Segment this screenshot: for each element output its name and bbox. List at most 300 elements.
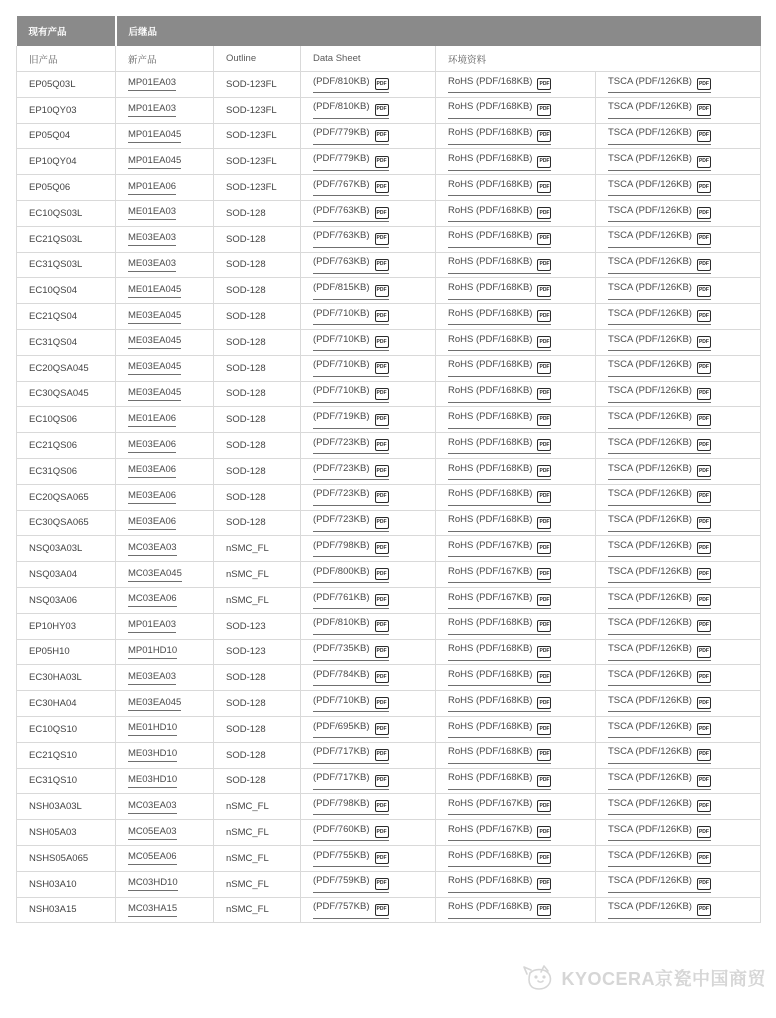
- new-product-cell: [116, 304, 214, 330]
- tsca-cell: [596, 458, 761, 484]
- datasheet-pdf-link[interactable]: [313, 308, 389, 326]
- rohs-pdf-link[interactable]: [448, 824, 551, 842]
- pdf-icon: PDF: [375, 568, 389, 580]
- rohs-cell: [436, 72, 596, 98]
- datasheet-pdf-link[interactable]: [313, 205, 389, 223]
- old-product-cell: [17, 845, 116, 871]
- new-product-cell: [116, 613, 214, 639]
- old-product-label: EC30QSA045: [29, 388, 89, 400]
- rohs-link-label: RoHS (PDF/168KB): [448, 230, 533, 242]
- new-product-link[interactable]: [128, 361, 181, 375]
- new-product-link[interactable]: [128, 129, 181, 143]
- new-product-link[interactable]: [128, 542, 177, 556]
- datasheet-pdf-link[interactable]: [313, 669, 389, 687]
- new-product-label: ME03EA045: [128, 386, 182, 398]
- tsca-pdf-link[interactable]: [608, 643, 711, 661]
- new-product-label: MC03HD10: [128, 877, 178, 889]
- new-product-link[interactable]: [128, 568, 182, 582]
- datasheet-pdf-link[interactable]: [313, 153, 389, 171]
- datasheet-link-label: (PDF/710KB): [313, 385, 370, 397]
- new-product-link[interactable]: [128, 645, 177, 659]
- new-product-link[interactable]: [128, 697, 181, 711]
- pdf-icon: PDF: [375, 207, 389, 219]
- datasheet-link-label: (PDF/779KB): [313, 153, 370, 165]
- datasheet-pdf-link[interactable]: [313, 385, 389, 403]
- rohs-pdf-link[interactable]: [448, 179, 551, 197]
- table-row: [17, 587, 761, 613]
- datasheet-pdf-link[interactable]: [313, 850, 389, 868]
- tsca-pdf-link[interactable]: [608, 798, 711, 816]
- pdf-icon: PDF: [537, 233, 551, 245]
- new-product-link[interactable]: [128, 826, 177, 840]
- tsca-cell: [596, 252, 761, 278]
- tsca-link-label: TSCA (PDF/126KB): [608, 436, 692, 448]
- rohs-link-label: RoHS (PDF/168KB): [448, 75, 533, 87]
- tsca-pdf-link[interactable]: [608, 334, 711, 352]
- tsca-pdf-link[interactable]: [608, 411, 711, 429]
- rohs-cell: [436, 510, 596, 536]
- new-product-cell: [116, 897, 214, 923]
- rohs-pdf-link[interactable]: [448, 308, 551, 326]
- datasheet-link-label: (PDF/695KB): [313, 720, 370, 732]
- rohs-pdf-link[interactable]: [448, 721, 551, 739]
- rohs-pdf-link[interactable]: [448, 385, 551, 403]
- rohs-pdf-link[interactable]: [448, 746, 551, 764]
- new-product-cell: [116, 639, 214, 665]
- datasheet-pdf-link[interactable]: [313, 540, 389, 558]
- datasheet-link-label: (PDF/810KB): [313, 101, 370, 113]
- outline-label: SOD-128: [226, 723, 266, 735]
- new-product-label: MC03EA06: [128, 593, 177, 605]
- datasheet-link-label: (PDF/815KB): [313, 282, 370, 294]
- rohs-link-label: RoHS (PDF/168KB): [448, 849, 533, 861]
- datasheet-pdf-link[interactable]: [313, 334, 389, 352]
- rohs-cell: [436, 845, 596, 871]
- tsca-pdf-link[interactable]: [608, 127, 711, 145]
- new-product-link[interactable]: [128, 903, 177, 917]
- datasheet-pdf-link[interactable]: [313, 901, 389, 919]
- pdf-icon: PDF: [375, 852, 389, 864]
- rohs-pdf-link[interactable]: [448, 643, 551, 661]
- old-product-label: NSH03A10: [29, 878, 77, 890]
- tsca-pdf-link[interactable]: [608, 617, 711, 635]
- datasheet-cell: [301, 845, 436, 871]
- old-product-cell: [17, 149, 116, 175]
- rohs-pdf-link[interactable]: [448, 695, 551, 713]
- rohs-pdf-link[interactable]: [448, 617, 551, 635]
- new-product-link[interactable]: [128, 310, 181, 324]
- rohs-cell: [436, 200, 596, 226]
- rohs-pdf-link[interactable]: [448, 205, 551, 223]
- new-product-link[interactable]: [128, 593, 177, 607]
- tsca-link-label: TSCA (PDF/126KB): [608, 256, 692, 268]
- tsca-pdf-link[interactable]: [608, 437, 711, 455]
- outline-cell: [214, 871, 301, 897]
- tsca-pdf-link[interactable]: [608, 179, 711, 197]
- datasheet-pdf-link[interactable]: [313, 875, 389, 893]
- new-product-label: MP01EA03: [128, 619, 177, 631]
- tsca-pdf-link[interactable]: [608, 592, 711, 610]
- new-product-link[interactable]: [128, 258, 176, 272]
- datasheet-cell: [301, 794, 436, 820]
- pdf-icon: PDF: [375, 310, 389, 322]
- new-product-label: ME03EA03: [128, 257, 177, 269]
- new-product-link[interactable]: [128, 181, 176, 195]
- new-product-link[interactable]: [128, 464, 176, 478]
- new-product-cell: [116, 123, 214, 149]
- tsca-pdf-link[interactable]: [608, 76, 711, 94]
- rohs-pdf-link[interactable]: [448, 514, 551, 532]
- tsca-link-label: TSCA (PDF/126KB): [608, 230, 692, 242]
- rohs-pdf-link[interactable]: [448, 540, 551, 558]
- pdf-icon: PDF: [697, 697, 711, 709]
- old-product-cell: [17, 794, 116, 820]
- table-row: [17, 407, 761, 433]
- rohs-cell: [436, 587, 596, 613]
- outline-cell: [214, 742, 301, 768]
- new-product-link[interactable]: [128, 413, 176, 427]
- rohs-pdf-link[interactable]: [448, 127, 551, 145]
- rohs-pdf-link[interactable]: [448, 592, 551, 610]
- rohs-cell: [436, 484, 596, 510]
- pdf-icon: PDF: [697, 646, 711, 658]
- pdf-icon: PDF: [375, 78, 389, 90]
- tsca-link-label: TSCA (PDF/126KB): [608, 875, 692, 887]
- datasheet-link-label: (PDF/717KB): [313, 746, 370, 758]
- tsca-cell: [596, 742, 761, 768]
- rohs-link-label: RoHS (PDF/167KB): [448, 539, 533, 551]
- pdf-icon: PDF: [537, 491, 551, 503]
- datasheet-pdf-link[interactable]: [313, 721, 389, 739]
- datasheet-pdf-link[interactable]: [313, 488, 389, 506]
- new-product-cell: [116, 226, 214, 252]
- new-product-label: ME03EA03: [128, 232, 177, 244]
- datasheet-pdf-link[interactable]: [313, 256, 389, 274]
- old-product-cell: [17, 484, 116, 510]
- rohs-cell: [436, 742, 596, 768]
- new-product-link[interactable]: [128, 748, 177, 762]
- rohs-pdf-link[interactable]: [448, 798, 551, 816]
- datasheet-pdf-link[interactable]: [313, 179, 389, 197]
- new-product-link[interactable]: [128, 800, 177, 814]
- datasheet-pdf-link[interactable]: [313, 617, 389, 635]
- outline-cell: [214, 845, 301, 871]
- outline-label: nSMC_FL: [226, 543, 269, 555]
- new-product-link[interactable]: [128, 206, 176, 220]
- new-product-label: MP01EA03: [128, 77, 177, 89]
- rohs-pdf-link[interactable]: [448, 669, 551, 687]
- new-product-link[interactable]: [128, 490, 176, 504]
- rohs-pdf-link[interactable]: [448, 566, 551, 584]
- brand-watermark: [521, 964, 766, 992]
- pdf-icon: PDF: [697, 259, 711, 271]
- outline-cell: [214, 175, 301, 201]
- rohs-pdf-link[interactable]: [448, 488, 551, 506]
- tsca-pdf-link[interactable]: [608, 669, 711, 687]
- new-product-link[interactable]: [128, 155, 181, 169]
- tsca-pdf-link[interactable]: [608, 385, 711, 403]
- datasheet-link-label: (PDF/810KB): [313, 75, 370, 87]
- tsca-pdf-link[interactable]: [608, 746, 711, 764]
- datasheet-link-label: (PDF/710KB): [313, 694, 370, 706]
- datasheet-pdf-link[interactable]: [313, 592, 389, 610]
- pdf-icon: PDF: [537, 826, 551, 838]
- table-row: [17, 536, 761, 562]
- datasheet-link-label: (PDF/763KB): [313, 230, 370, 242]
- old-product-label: EP10HY03: [29, 620, 77, 632]
- product-replacement-table: [16, 16, 761, 923]
- rohs-pdf-link[interactable]: [448, 437, 551, 455]
- old-product-label: EC20QSA065: [29, 491, 89, 503]
- datasheet-cell: [301, 613, 436, 639]
- new-product-cell: [116, 175, 214, 201]
- datasheet-cell: [301, 536, 436, 562]
- datasheet-pdf-link[interactable]: [313, 798, 389, 816]
- new-product-link[interactable]: [128, 877, 178, 891]
- tsca-cell: [596, 768, 761, 794]
- pdf-icon: PDF: [537, 285, 551, 297]
- rohs-link-label: RoHS (PDF/168KB): [448, 462, 533, 474]
- old-product-label: EC30HA03L: [29, 672, 82, 684]
- new-product-link[interactable]: [128, 284, 181, 298]
- old-product-cell: [17, 536, 116, 562]
- datasheet-pdf-link[interactable]: [313, 437, 389, 455]
- tsca-cell: [596, 175, 761, 201]
- rohs-pdf-link[interactable]: [448, 153, 551, 171]
- outline-cell: [214, 226, 301, 252]
- pdf-icon: PDF: [537, 800, 551, 812]
- new-product-link[interactable]: [128, 387, 181, 401]
- new-product-link[interactable]: [128, 774, 177, 788]
- rohs-pdf-link[interactable]: [448, 282, 551, 300]
- new-product-link[interactable]: [128, 439, 176, 453]
- outline-label: SOD-128: [226, 414, 266, 426]
- tsca-pdf-link[interactable]: [608, 901, 711, 919]
- pdf-icon: PDF: [697, 542, 711, 554]
- tsca-pdf-link[interactable]: [608, 359, 711, 377]
- rohs-cell: [436, 97, 596, 123]
- rohs-pdf-link[interactable]: [448, 230, 551, 248]
- tsca-cell: [596, 200, 761, 226]
- rohs-cell: [436, 665, 596, 691]
- tsca-link-label: TSCA (PDF/126KB): [608, 204, 692, 216]
- rohs-pdf-link[interactable]: [448, 334, 551, 352]
- tsca-pdf-link[interactable]: [608, 850, 711, 868]
- new-product-link[interactable]: [128, 722, 177, 736]
- new-product-label: ME03EA03: [128, 670, 177, 682]
- new-product-link[interactable]: [128, 671, 176, 685]
- tsca-pdf-link[interactable]: [608, 566, 711, 584]
- datasheet-pdf-link[interactable]: [313, 824, 389, 842]
- pdf-icon: PDF: [375, 594, 389, 606]
- rohs-cell: [436, 278, 596, 304]
- old-product-cell: [17, 768, 116, 794]
- pdf-icon: PDF: [375, 336, 389, 348]
- tsca-pdf-link[interactable]: [608, 463, 711, 481]
- new-product-cell: [116, 458, 214, 484]
- tsca-cell: [596, 484, 761, 510]
- pdf-icon: PDF: [537, 181, 551, 193]
- tsca-pdf-link[interactable]: [608, 695, 711, 713]
- datasheet-link-label: (PDF/717KB): [313, 772, 370, 784]
- tsca-pdf-link[interactable]: [608, 153, 711, 171]
- tsca-cell: [596, 304, 761, 330]
- datasheet-link-label: (PDF/798KB): [313, 539, 370, 551]
- new-product-cell: [116, 252, 214, 278]
- rohs-link-label: RoHS (PDF/168KB): [448, 411, 533, 422]
- column-header-outline: Outline: [214, 46, 301, 72]
- pdf-icon: PDF: [375, 233, 389, 245]
- pdf-icon: PDF: [375, 465, 389, 477]
- outline-cell: [214, 897, 301, 923]
- rohs-cell: [436, 381, 596, 407]
- rohs-link-label: RoHS (PDF/167KB): [448, 565, 533, 577]
- new-product-link[interactable]: [128, 232, 176, 246]
- pdf-icon: PDF: [537, 620, 551, 632]
- datasheet-cell: [301, 768, 436, 794]
- outline-cell: [214, 304, 301, 330]
- datasheet-cell: [301, 484, 436, 510]
- rohs-pdf-link[interactable]: [448, 256, 551, 274]
- tsca-pdf-link[interactable]: [608, 282, 711, 300]
- new-product-link[interactable]: [128, 77, 176, 91]
- old-product-label: EC31QS03L: [29, 259, 83, 271]
- datasheet-pdf-link[interactable]: [313, 76, 389, 94]
- pdf-icon: PDF: [375, 671, 389, 683]
- rohs-pdf-link[interactable]: [448, 411, 551, 429]
- datasheet-pdf-link[interactable]: [313, 566, 389, 584]
- new-product-label: ME01EA03: [128, 206, 177, 218]
- rohs-pdf-link[interactable]: [448, 875, 551, 893]
- table-row: [17, 200, 761, 226]
- tsca-link-label: TSCA (PDF/126KB): [608, 488, 692, 500]
- tsca-link-label: TSCA (PDF/126KB): [608, 385, 692, 397]
- datasheet-pdf-link[interactable]: [313, 463, 389, 481]
- datasheet-link-label: (PDF/710KB): [313, 333, 370, 345]
- table-row: [17, 458, 761, 484]
- new-product-label: MP01EA045: [128, 128, 182, 140]
- datasheet-pdf-link[interactable]: [313, 514, 389, 532]
- old-product-cell: [17, 97, 116, 123]
- tsca-pdf-link[interactable]: [608, 540, 711, 558]
- outline-label: SOD-128: [226, 672, 266, 684]
- tsca-pdf-link[interactable]: [608, 308, 711, 326]
- rohs-pdf-link[interactable]: [448, 772, 551, 790]
- tsca-pdf-link[interactable]: [608, 721, 711, 739]
- rohs-link-label: RoHS (PDF/168KB): [448, 385, 533, 397]
- old-product-label: EP10QY03: [29, 104, 77, 116]
- datasheet-pdf-link[interactable]: [313, 230, 389, 248]
- old-product-label: EC30QSA065: [29, 517, 89, 529]
- table-row: [17, 72, 761, 98]
- new-product-cell: [116, 742, 214, 768]
- tsca-link-label: TSCA (PDF/126KB): [608, 643, 692, 655]
- old-product-label: EC21QS06: [29, 440, 78, 452]
- rohs-pdf-link[interactable]: [448, 901, 551, 919]
- tsca-cell: [596, 329, 761, 355]
- rohs-pdf-link[interactable]: [448, 359, 551, 377]
- old-product-label: EP10QY04: [29, 156, 77, 168]
- tsca-pdf-link[interactable]: [608, 772, 711, 790]
- datasheet-pdf-link[interactable]: [313, 772, 389, 790]
- tsca-pdf-link[interactable]: [608, 205, 711, 223]
- pdf-icon: PDF: [375, 775, 389, 787]
- tsca-pdf-link[interactable]: [608, 488, 711, 506]
- rohs-cell: [436, 562, 596, 588]
- outline-label: nSMC_FL: [226, 801, 269, 813]
- datasheet-pdf-link[interactable]: [313, 746, 389, 764]
- datasheet-cell: [301, 329, 436, 355]
- rohs-pdf-link[interactable]: [448, 463, 551, 481]
- datasheet-pdf-link[interactable]: [313, 359, 389, 377]
- datasheet-pdf-link[interactable]: [313, 695, 389, 713]
- outline-label: SOD-123FL: [226, 104, 277, 116]
- rohs-pdf-link[interactable]: [448, 101, 551, 119]
- pdf-icon: PDF: [375, 491, 389, 503]
- datasheet-pdf-link[interactable]: [313, 643, 389, 661]
- table-row: [17, 897, 761, 923]
- tsca-link-label: TSCA (PDF/126KB): [608, 101, 692, 113]
- old-product-cell: [17, 871, 116, 897]
- old-product-label: EP05Q04: [29, 130, 71, 142]
- pdf-icon: PDF: [697, 904, 711, 916]
- datasheet-cell: [301, 742, 436, 768]
- rohs-link-label: RoHS (PDF/168KB): [448, 359, 533, 371]
- tsca-link-label: TSCA (PDF/126KB): [608, 797, 692, 809]
- table-row: [17, 742, 761, 768]
- outline-cell: [214, 329, 301, 355]
- tsca-cell: [596, 794, 761, 820]
- tsca-pdf-link[interactable]: [608, 824, 711, 842]
- old-product-label: EC21QS10: [29, 749, 78, 761]
- datasheet-link-label: (PDF/761KB): [313, 591, 370, 603]
- old-product-label: EC21QS03L: [29, 233, 83, 245]
- datasheet-pdf-link[interactable]: [313, 411, 389, 429]
- outline-cell: [214, 562, 301, 588]
- datasheet-cell: [301, 510, 436, 536]
- tsca-pdf-link[interactable]: [608, 514, 711, 532]
- new-product-link[interactable]: [128, 619, 176, 633]
- outline-label: SOD-128: [226, 517, 266, 529]
- datasheet-pdf-link[interactable]: [313, 282, 389, 300]
- pdf-icon: PDF: [537, 542, 551, 554]
- tsca-cell: [596, 510, 761, 536]
- datasheet-pdf-link[interactable]: [313, 101, 389, 119]
- tsca-pdf-link[interactable]: [608, 230, 711, 248]
- new-product-link[interactable]: [128, 851, 177, 865]
- new-product-cell: [116, 845, 214, 871]
- tsca-pdf-link[interactable]: [608, 101, 711, 119]
- new-product-link[interactable]: [128, 335, 181, 349]
- new-product-cell: [116, 381, 214, 407]
- rohs-pdf-link[interactable]: [448, 76, 551, 94]
- old-product-cell: [17, 716, 116, 742]
- new-product-link[interactable]: [128, 516, 176, 530]
- rohs-pdf-link[interactable]: [448, 850, 551, 868]
- rohs-cell: [436, 768, 596, 794]
- pdf-icon: PDF: [697, 671, 711, 683]
- pdf-icon: PDF: [697, 388, 711, 400]
- outline-cell: [214, 639, 301, 665]
- table-row: [17, 123, 761, 149]
- table-row: [17, 97, 761, 123]
- tsca-pdf-link[interactable]: [608, 256, 711, 274]
- new-product-link[interactable]: [128, 103, 176, 117]
- datasheet-pdf-link[interactable]: [313, 127, 389, 145]
- old-product-cell: [17, 381, 116, 407]
- tsca-pdf-link[interactable]: [608, 875, 711, 893]
- outline-cell: [214, 794, 301, 820]
